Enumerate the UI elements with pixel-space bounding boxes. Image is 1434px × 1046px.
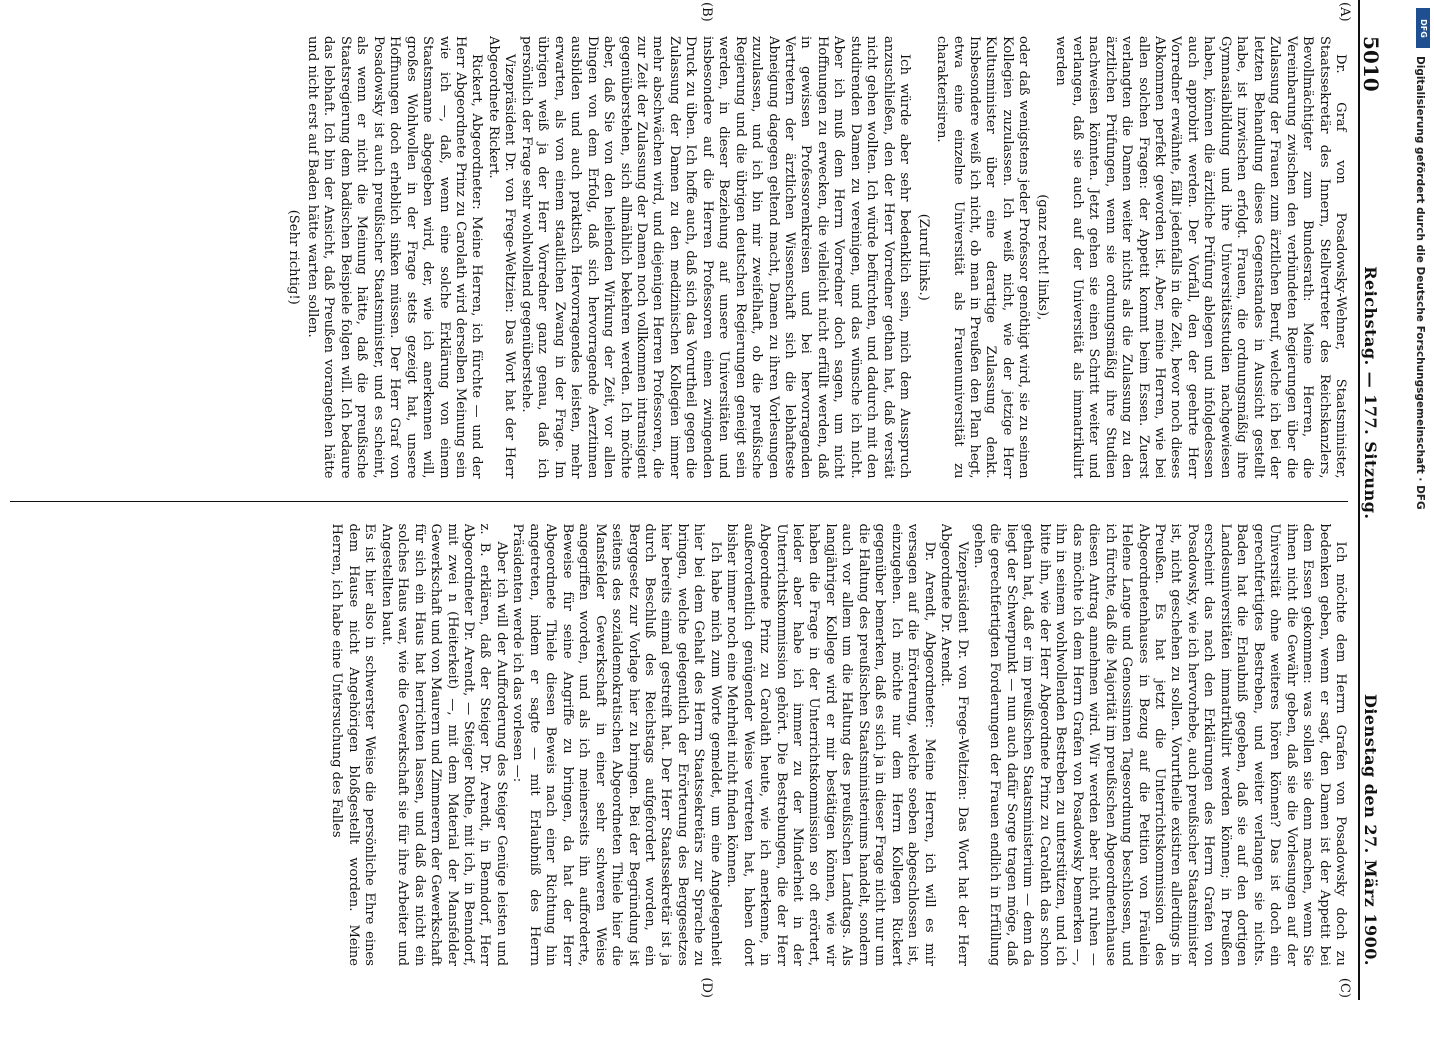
margin-marker-d: (D) [699, 977, 714, 998]
speaker-paragraph: Vizepräsident Dr. von Frege-Weltzien: Das Wort hat der Herr Abgeordnete Rickert. [485, 36, 518, 479]
column-right [10, 524, 1348, 967]
quotation: Aber ich will der Aufforderung des Steiger Genüge leisten und z. B. erklären, daß der Steiger Dr. Arendt, in Benndorf, Herr Abgeordneter Dr. Arendt, — Steiger Rothe, mit ich, in Benndorf, mit zwei n (Heiterkeit) —, mit dem Material der Mansfelder Gewerkschaft und von Maurern und Zimmerern der Gewerkschaft für sich ein Haus hat herrichten lassen, und daß das nicht ein solches Haus war, wie die Gewerkschaft sie für ihre Arbeiter und Angestellten baut. [378, 523, 509, 966]
header-session-title: Reichstag. — 177. Sitzung. [1361, 266, 1381, 520]
paragraph: Dr. Graf von Posadowsky-Wehner, Staatsminister, Staatssekretär des Innern, Stellvertreter des Reichskanzlers, Bevollmächtigter zum Bundesrath: Meine Herren, die Vereinbarung zwischen den verbündeten Regierungen über die Zulassung der Frauen zum ärztlichen Beruf, welche ich bei der letzten Behandlung dieses Gegenstandes in Aussicht gestellt habe, ist inzwischen erfolgt. Frauen, die ordnungsmäßig ihre Gymnasialbildung und ihre Universitätsstudien nachgewiesen haben, können die ärztliche Prüfung ablegen und infolgedessen auch approbirt werden. Der Vorfall, den der geehrte Herr Vorredner erwähnte, fällt jedenfalls in die Zeit, bevor noch dieses Abkommen perfekt geworden ist. Aber, meine Herren, wie bei allen solchen Fragen: der Appetit kommt beim Essen. Zuerst verlangten die Damen weiter nichts als die Zulassung zu den ärztlichen Prüfungen, wenn sie ordnungsmäßig ihre Studien nachweisen könnten. Jetzt gehen sie einen Schritt weiter und verlangen, daß sie auch auf der Universität als immatrikulirt werden [1053, 36, 1348, 479]
margin-marker-b: (B) [699, 2, 714, 22]
paragraph: Ich möchte dem Herrn Grafen von Posadowsky doch zu bedenken geben, wenn er sagt, den Damen ist der Appetit bei dem Essen gekommen: was sollen sie denn machen, wenn Sie ihnen nicht die Gewähr geben, daß sie die Vorlesungen auf der Universität ohne weiteres hören können? Das ist doch ein gerechtfertigtes Bestreben, und weiter verlangen sie nichts. Baden hat die Erlaubniß gegeben, daß sie auf den dortigen Landesuniversitäten immatrikulirt werden können; in Preußen erscheint das nach den Erklärungen des Herrn Grafen von Posadowsky, wie ich hervorhebe, auch preußischer Staatsminister ist, nicht geschehen zu sollen. Vorurtheile existiren allerdings in Preußen. Es hat jetzt die Unterrichtskommission des Abgeordnetenhauses in Bezug auf die Petition von Fräulein Helene Lange und Genossinnen Tagesordnung beschlossen, und ich fürchte, daß die Majorität im preußischen Abgeordnetenhause diesen Antrag annehmen wird. Wir werden aber nicht ruhen — das möchte ich dem Herrn Grafen von Posadowsky bemerken —, ihn in seinem wohlwollenden Bestreben zu unterstützen, und ich bitte ihn, wie der Herr Abgeordnete Prinz zu Carolath das schon gethan hat, daß er im preußischen Staatsministerium — denn da liegt der Schwerpunkt — nun auch dafür Sorge tragen möge, daß die gerechtfertigten Forderungen der Frauen endlich in Erfüllung gehen. [971, 523, 1348, 966]
paragraph: Es ist hier also in schwerster Weise die persönliche Ehre eines dem Hause nicht Angehörigen bloßgestellt worden. Meine Herren, ich habe eine Untersuchung des Falles [329, 523, 378, 966]
speaker-paragraph: Rickert, Abgeordneter: Meine Herren, ich fürchte — und der Herr Abgeordnete Prinz zu Carolath wird derselben Meinung sein wie ich —, daß, wenn eine solche Erklärung von einem Staatsmanne abgegeben wird, der, wie ich anerkennen will, großes Wohlwollen in der Frage stets gezeigt hat, unsere Hoffnungen doch erheblich sinken müssen. Der Herr Graf von Posadowsky ist auch preußischer Staatsminister, und es scheint, als wenn er nicht die Meinung hätte, daß die preußische Staatsregierung dem badischen Beispiele folgen will. Ich bedaure das lebhaft. Ich bin der Ansicht, daß Preußen vorangehen hätte und nicht erst auf Baden hätte warten sollen. [304, 36, 485, 479]
interjection: (Zuruf links.) [915, 213, 931, 301]
text-columns [10, 36, 1348, 966]
digitization-note [1408, 56, 1430, 1046]
dfg-logo [1416, 8, 1430, 48]
paragraph: oder daß wenigstens jeder Professor genöthigt wird, sie zu seinen Kollegien zuzulassen. Ich weiß nicht, wie der jetzige Herr Kultusminister über eine derartige Zulassung denkt. Insbesondere weiß ich nicht, ob man in Preußen den Plan hegt, etwa eine einzelne Universität als Frauenuniversität zu charakterisiren. [934, 36, 1032, 479]
digitization-note-text: Digitalisierung gefördert durch die Deutsche Forschungsgemeinschaft · DFG [1414, 56, 1426, 510]
column-left [10, 36, 1348, 479]
page-number: 5010 [1359, 36, 1383, 92]
margin-marker-c: (C) [1337, 977, 1352, 998]
speaker-paragraph: Vizepräsident Dr. von Frege-Weltzien: Das Wort hat der Herr Abgeordnete Dr. Arendt. [938, 523, 970, 966]
speaker-paragraph: Dr. Arendt, Abgeordneter: Meine Herren, ich will es mir versagen auf die Erörterung, welche soeben abgeschlossen ist, einzugehen. Ich möchte nur dem Herrn Kollegen Rickert gegenüber bemerken, daß es sich ja in dieser Frage nicht nur um die Haltung des preußischen Staatsministeriums handelt, sondern auch vor allem um die Haltung des preußischen Landtags. Als langjähriger Kollege wird er mir bestätigen können, wie wir haben die Frage in der Unterrichtskommission so oft erörtert, leider aber habe ich immer zu der Minderheit in der Unterrichtskommission gehört. Die Bestrebungen, die der Herr Abgeordnete Prinz zu Carolath heute, wie ich anerkenne, in außerordentlich genügender Weise vertreten hat, haben dort bisher immer noch eine Mehrheit nicht finden können. [724, 523, 937, 966]
header-date: Dienstag den 27. März 1900. [1361, 693, 1381, 966]
interjection: (Sehr richtig!) [286, 209, 302, 305]
interjection: (ganz recht! links), [1034, 194, 1050, 321]
header-rule [1358, 0, 1360, 1000]
paragraph: Ich würde aber sehr bedenklich sein, mich dem Ausspruch anzuschließen, den der Herr Vorredner gethan hat, daß verstät nicht gehen wollten. Ich würde befürchten, und dadurch mit den studirenden Damen zu vereinigen, und das wünsche ich nicht. Aber ich muß dem Herrn Vorredner doch sagen, um nicht Hoffnungen zu erwecken, die vielleicht nicht erfüllt werden, daß in gewissen Professorenkreisen und bei hervorragenden Vertretern der ärztlichen Wissenschaft sich die lebhafteste Abneigung dagegen geltend macht, Damen zu ihren Vorlesungen zuzulassen, und ich bin mir zweifelhaft, ob die preußische Regierung und die übrigen deutschen Regierungen geneigt sein werden, in dieser Beziehung auf unsere Universitäten und insbesondere auf die Herren Professoren einen zwingenden Druck zu üben. Ich hoffe auch, daß sich das Vorurtheil gegen die Zulassung der Damen zu den medizinischen Kollegien immer mehr abschwächen wird, und diejenigen Herren Professoren, die zur Zeit der Zulassung der Damen noch vollkommen intransigent gegenüberstehen, sich allmählich bekehren werden. Ich möchte aber, daß Sie von den heilenden Wirkung der Zeit, vor allen Dingen von dem Erfolg, daß sich hervorragende Aerztinnen ausbilden und auch praktisch Hervorragendes leisten, mehr erwarten, als von einem staatlichen Zwang in der Frage. Im übrigen weiß ja der Herr Vorredner ganz genau, daß ich persönlich der Frage sehr wohlwollend gegenüberstehe. [518, 36, 913, 479]
dfg-logo-text: DFG [1418, 18, 1428, 38]
paragraph: Ich habe mich zum Worte gemeldet, um eine Angelegenheit hier bei dem Gehalt des Herrn Staatssekretärs zur Sprache zu bringen, welche gelegentlich der Erörterung des Berggesetzes hier bereits einmal gestreift hat. Der Herr Staatssekretär ist ja durch Beschluß des Reichstags aufgefordert worden, ein Berggesetz zur Vorlage hier zu bringen. Bei der Begründung ist seitens des sozialdemokratischen Abgeordneten Thiele hier die Mansfelder Gewerkschaft in einer sehr schweren Weise angegriffen worden, und als ich meinerseits ihn aufforderte, Beweise für seine Angriffe zu bringen, da hat der Herr Abgeordnete Thiele diesen Beweis nach einer Richtung hin angetreten, indem er sagte — mit Erlaubniß des Herrn Präsidenten werde ich das vorlesen —: [510, 523, 723, 966]
margin-marker-a: (A) [1337, 2, 1352, 22]
column-divider [10, 501, 1348, 502]
